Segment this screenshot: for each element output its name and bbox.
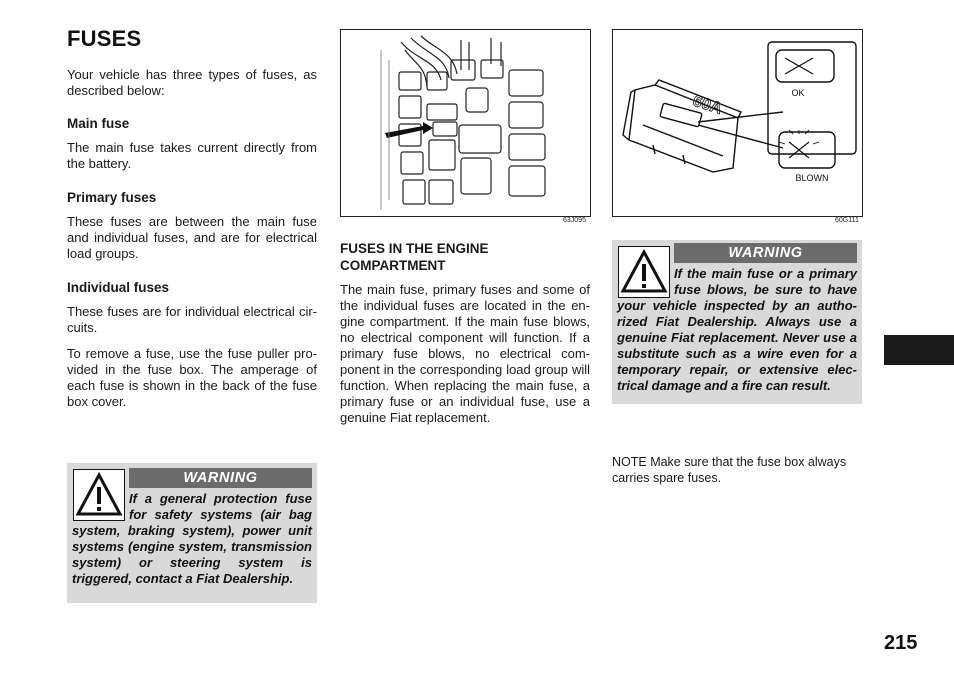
warning-label: WARNING (674, 243, 857, 263)
ok-label: OK (791, 88, 805, 98)
individual-fuses-text: These fuses are for individual electrical cir-cuits. (67, 304, 317, 335)
fuse-check-figure (612, 29, 863, 217)
individual-fuses-heading: Individual fuses (67, 280, 170, 295)
primary-fuses-text: These fuses are between the main fuse and individual fuses, and are for electrical load groups. (67, 214, 317, 261)
intro-text: Your vehicle has three types of fuses, as described below: (67, 67, 317, 98)
blown-label: BLOWN (795, 173, 829, 183)
warning-text: If a general protection fuse for safety systems (air bag system, braking system), power unit systems (engine system, transmission system) or steering system is triggered, contact a Fiat Dealership. (72, 491, 312, 586)
note-text: NOTE Make sure that the fuse box always carries spare fuses. (612, 455, 847, 485)
page-title: FUSES (67, 26, 142, 51)
middle-column (340, 240, 590, 436)
fuse-check-illustration (613, 30, 862, 216)
engine-compartment-text: The main fuse, primary fuses and some of the individual fuses are located in the en-gine compartment. If the main fuse blows, no electrical component will function. If a primary fuse blows, no electrical com-ponent in the corresponding load group will function. When replacing the main fuse, a primary fuse or an individual fuse, use a genuine Fiat replacement. (340, 282, 590, 425)
left-column (67, 67, 317, 420)
warning-box-left (67, 463, 317, 603)
main-fuse-text: The main fuse takes current directly from the battery. (67, 140, 317, 171)
removal-text: To remove a fuse, use the fuse puller pro-vided in the fuse box. The amperage of each fuse is shown in the back of the fuse box cover. (67, 346, 317, 409)
engine-fuse-box-figure (340, 29, 591, 217)
primary-fuses-heading: Primary fuses (67, 190, 157, 205)
fuse-rating-text: 60A (690, 92, 724, 118)
figure-code-right: 60G111 (835, 217, 859, 224)
page-number: 215 (884, 632, 918, 654)
main-fuse-heading: Main fuse (67, 116, 130, 131)
figure-code-left: 63J095 (563, 217, 586, 224)
engine-fuse-box-illustration (341, 30, 590, 216)
engine-compartment-heading: FUSES IN THE ENGINE COMPARTMENT (340, 241, 489, 273)
warning-box-right (612, 240, 862, 404)
section-tab (884, 335, 954, 365)
warning-text: If the main fuse or a primary fuse blows, be sure to have your vehicle inspected by an autho-rized Fiat Dealership. Always use a genuine Fiat replacement. Never use a substitute such as a wire even for a temporary repair, or extensive elec-trical damage and a fire can result. (617, 266, 857, 393)
warning-label: WARNING (129, 468, 312, 488)
